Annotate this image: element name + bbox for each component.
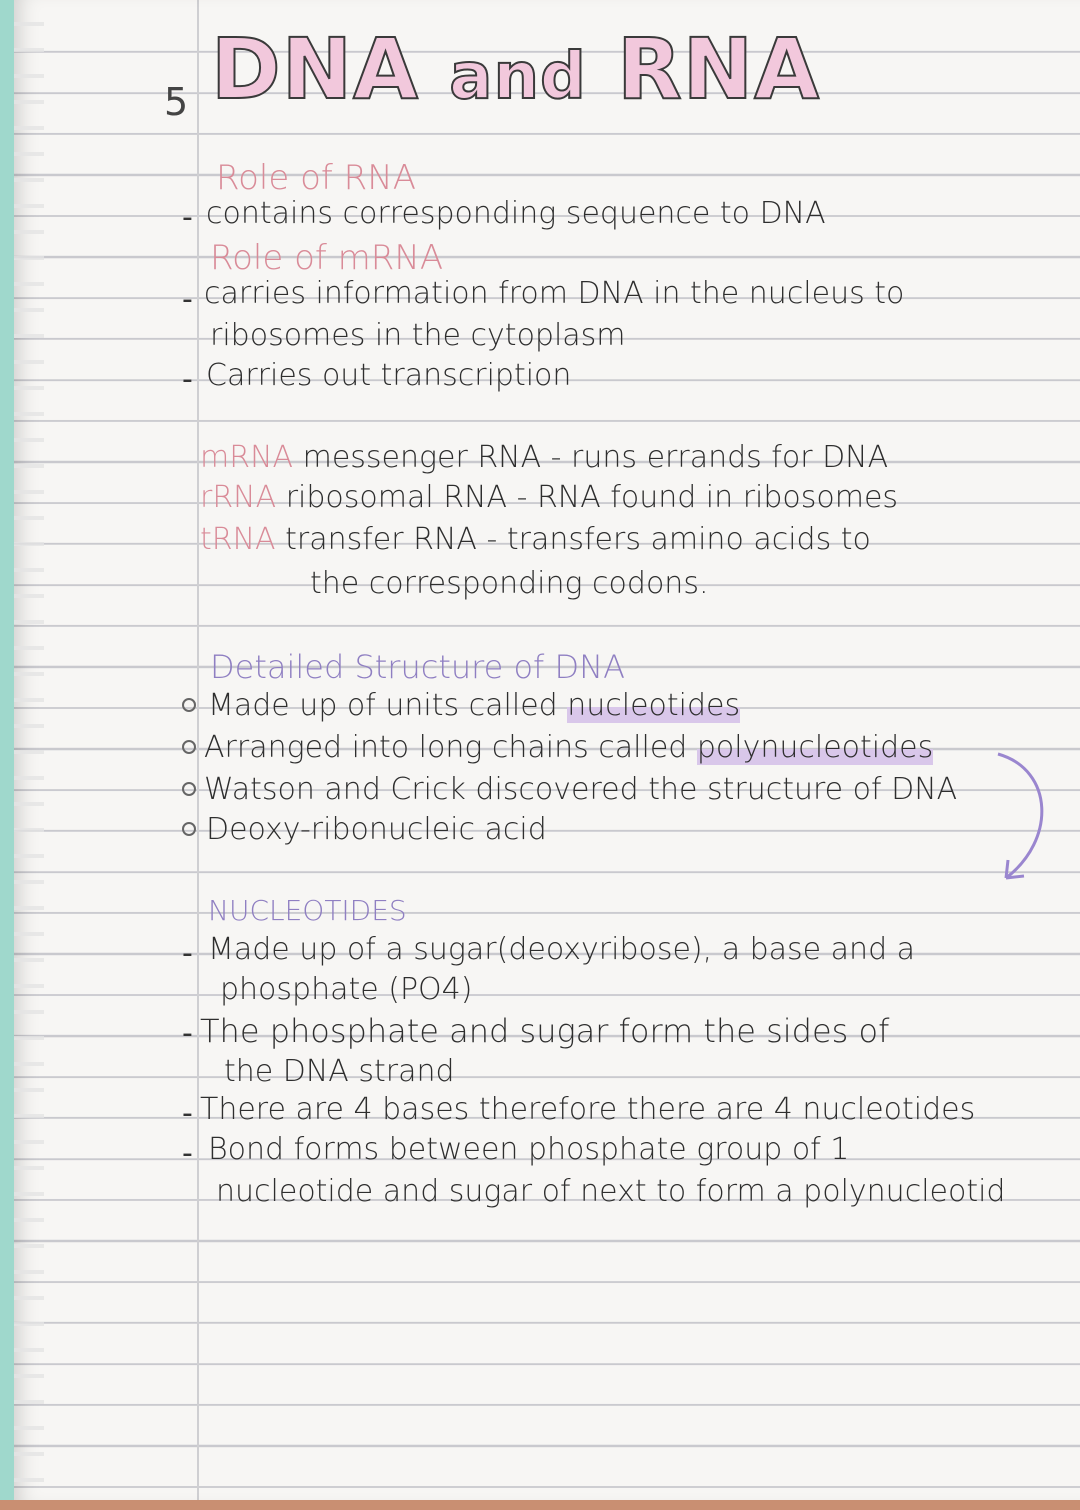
bullet-marker	[182, 740, 196, 754]
dash-marker: -	[182, 200, 193, 235]
nucleotides-line: Bond forms between phosphate group of 1	[208, 1132, 850, 1167]
desk-edge	[0, 1500, 1080, 1510]
rna-type-term: mRNA	[200, 440, 294, 475]
dash-marker: -	[182, 1096, 193, 1131]
role-mrna-point: Carries out transcription	[206, 358, 572, 393]
nucleotides-line: Made up of a sugar(deoxyribose), a base and a	[208, 932, 916, 967]
rna-type-desc: the corresponding codons.	[310, 566, 709, 601]
dash-marker: -	[182, 1136, 193, 1171]
highlighted-term: polynucleotides	[696, 730, 934, 765]
rna-type-desc: messenger RNA - runs errands for DNA	[302, 440, 889, 475]
structure-point: Watson and Crick discovered the structure of DNA	[204, 772, 958, 807]
dash-marker: -	[182, 282, 193, 317]
role-mrna-point: carries information from DNA in the nucleus to	[204, 276, 905, 311]
rna-type-desc: transfer RNA - transfers amino acids to	[285, 522, 871, 557]
role-mrna-point: ribosomes in the cytoplasm	[210, 318, 626, 353]
rna-type-term: rRNA	[200, 480, 277, 515]
structure-point	[204, 730, 933, 765]
rna-type-row	[200, 522, 871, 557]
rna-type-desc: ribosomal RNA - RNA found in ribosomes	[285, 480, 899, 515]
rna-type-row	[200, 480, 898, 515]
structure-point	[208, 688, 740, 723]
bullet-marker	[182, 782, 196, 796]
page-number: 5	[164, 80, 189, 124]
nucleotides-line: The phosphate and sugar form the sides of	[200, 1012, 890, 1050]
nucleotides-line: There are 4 bases therefore there are 4 nucleotides	[200, 1092, 976, 1127]
dash-marker: -	[182, 1016, 193, 1051]
bullet-marker	[182, 822, 196, 836]
rna-type-row	[200, 440, 888, 475]
bullet-marker	[182, 698, 196, 712]
dash-marker: -	[182, 362, 193, 397]
nucleotides-line: phosphate (PO4)	[220, 972, 473, 1007]
title-and: and	[449, 40, 587, 114]
structure-point: Deoxy-ribonucleic acid	[206, 812, 547, 847]
title-rna: RNA	[617, 20, 821, 118]
notebook-page	[14, 0, 1080, 1500]
structure-point-text: Arranged into long chains called	[204, 730, 697, 765]
structure-heading: Detailed Structure of DNA	[210, 648, 625, 686]
role-rna-heading: Role of RNA	[216, 158, 416, 198]
page-title	[211, 20, 820, 118]
highlighted-term: nucleotides	[567, 688, 741, 723]
curved-arrow-icon	[994, 750, 1064, 890]
role-rna-point: contains corresponding sequence to DNA	[206, 196, 826, 231]
nucleotides-heading: NUCLEOTIDES	[208, 894, 407, 927]
nucleotides-line: nucleotide and sugar of next to form a polynucleotid	[216, 1174, 1006, 1209]
nucleotides-line: the DNA strand	[224, 1054, 455, 1089]
spiral-holes	[14, 0, 44, 1500]
dash-marker: -	[182, 936, 193, 971]
role-mrna-heading: Role of mRNA	[210, 238, 444, 278]
structure-point-text: Made up of units called	[208, 688, 568, 723]
rna-type-term: tRNA	[200, 522, 276, 557]
title-dna: DNA	[211, 20, 420, 118]
rna-type-row	[310, 566, 708, 601]
